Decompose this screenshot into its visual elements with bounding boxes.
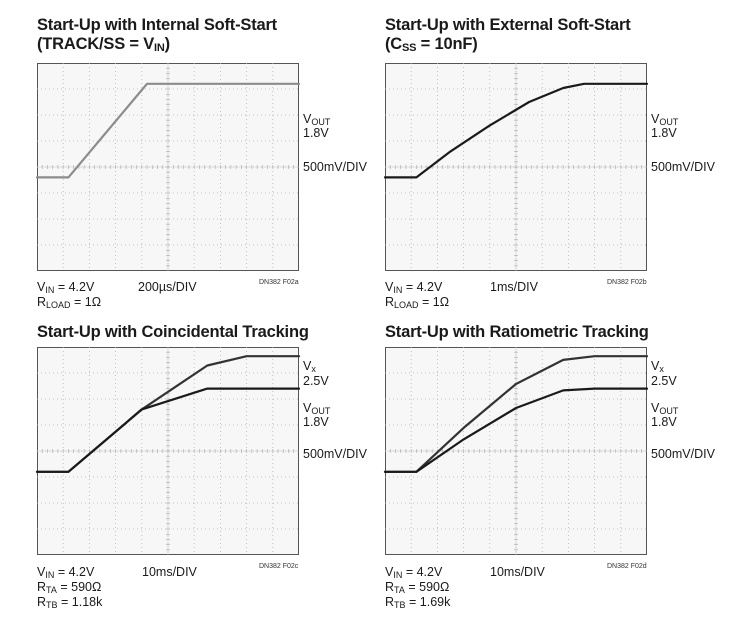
chart-title: Start-Up with External Soft-Start $(C_{SS} = 10nF)$ bbox=[385, 16, 631, 54]
condition-rtb: $R_{TB} = 1.69k$ bbox=[385, 595, 451, 610]
trace-label-level: 1.8V bbox=[303, 126, 329, 140]
scope-plot bbox=[37, 347, 299, 555]
chart-title: Start-Up with Ratiometric Tracking bbox=[385, 323, 649, 341]
condition-rload: $R_{LOAD} = 1\Omega$ bbox=[37, 295, 102, 310]
panel-coincidental-tracking bbox=[37, 323, 397, 633]
scope-screen bbox=[385, 63, 647, 271]
trace-label-level: 1.8V bbox=[651, 126, 677, 140]
panel-internal-soft-start bbox=[37, 16, 397, 326]
trace-label-vout-level: 1.8V bbox=[303, 415, 329, 429]
timebase-label: 10ms/DIV bbox=[490, 565, 545, 579]
timebase-label: 200µs/DIV bbox=[138, 280, 197, 294]
panel-ratiometric-tracking bbox=[385, 323, 739, 633]
scope-screen bbox=[37, 347, 299, 555]
chart-title: Start-Up with Internal Soft-Start (TRACK/SS = $V_{IN}$) bbox=[37, 16, 277, 54]
condition-rta: $R_{TA} = 590\Omega$ bbox=[385, 580, 450, 595]
chart-title: Start-Up with Coincidental Tracking bbox=[37, 323, 309, 341]
trace-label-vout: $V_{OUT}$ bbox=[303, 112, 331, 127]
trace-label-vx: $V_x$ bbox=[303, 359, 316, 374]
condition-vin: $V_{IN} = 4.2V$ bbox=[385, 565, 443, 580]
condition-vin: $V_{IN} = 4.2V$ bbox=[37, 565, 95, 580]
scope-screen bbox=[37, 63, 299, 271]
figure-id: DN382 F02b bbox=[607, 279, 647, 286]
scope-grid bbox=[385, 347, 647, 555]
timebase-label: 10ms/DIV bbox=[142, 565, 197, 579]
condition-rtb: $R_{TB} = 1.18k$ bbox=[37, 595, 103, 610]
scope-plot bbox=[37, 63, 299, 271]
condition-rta: $R_{TA} = 590\Omega$ bbox=[37, 580, 102, 595]
vertical-scale-label: 500mV/DIV bbox=[651, 160, 715, 174]
vertical-scale-label: 500mV/DIV bbox=[303, 160, 367, 174]
timebase-label: 1ms/DIV bbox=[490, 280, 538, 294]
trace-label-vx-level: 2.5V bbox=[303, 374, 329, 388]
condition-vin: $V_{IN} = 4.2V$ bbox=[37, 280, 95, 295]
scope-grid bbox=[385, 63, 647, 271]
trace-label-vout: $V_{OUT}$ bbox=[303, 401, 331, 416]
condition-rload: $R_{LOAD} = 1\Omega$ bbox=[385, 295, 450, 310]
figure-id: DN382 F02a bbox=[259, 279, 299, 286]
figure-id: DN382 F02d bbox=[607, 563, 647, 570]
condition-vin: $V_{IN} = 4.2V$ bbox=[385, 280, 443, 295]
scope-plot bbox=[385, 63, 647, 271]
vertical-scale-label: 500mV/DIV bbox=[651, 447, 715, 461]
figure-id: DN382 F02c bbox=[259, 563, 299, 570]
scope-plot bbox=[385, 347, 647, 555]
vertical-scale-label: 500mV/DIV bbox=[303, 447, 367, 461]
panel-external-soft-start bbox=[385, 16, 739, 326]
trace-label-vx: $V_x$ bbox=[651, 359, 664, 374]
trace-label-vout-level: 1.8V bbox=[651, 415, 677, 429]
trace-label-vout: $V_{OUT}$ bbox=[651, 112, 679, 127]
trace-label-vout: $V_{OUT}$ bbox=[651, 401, 679, 416]
trace-label-vx-level: 2.5V bbox=[651, 374, 677, 388]
scope-screen bbox=[385, 347, 647, 555]
scope-grid bbox=[37, 347, 299, 555]
